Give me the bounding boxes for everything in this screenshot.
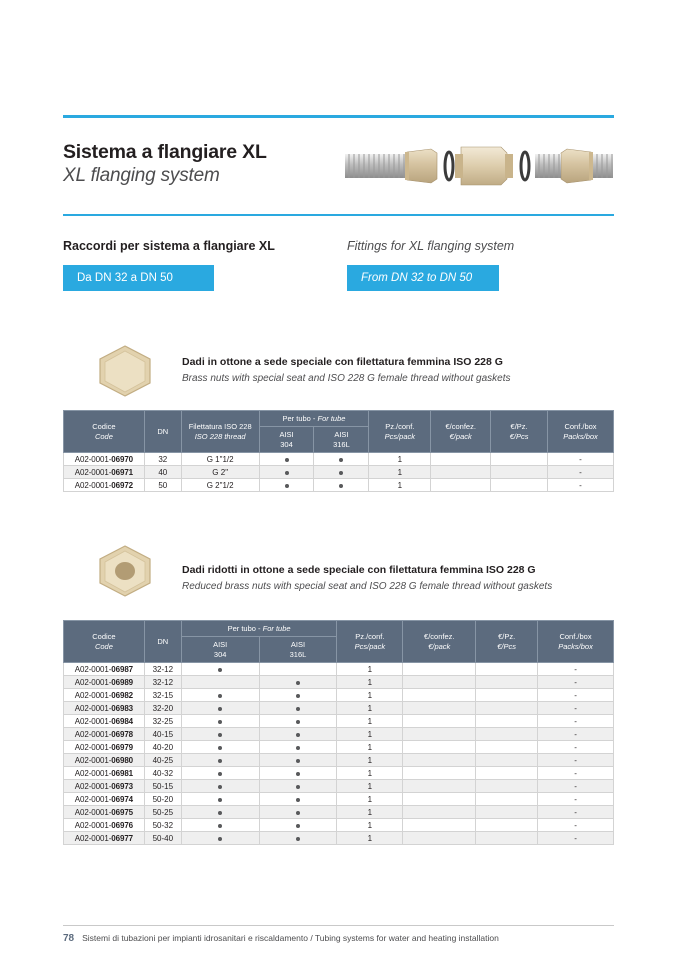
cell-dn: 40 bbox=[144, 466, 181, 479]
cell-aisi304 bbox=[181, 832, 259, 845]
section-1-description bbox=[182, 355, 602, 386]
availability-dot bbox=[218, 785, 222, 789]
cell-aisi304 bbox=[181, 806, 259, 819]
availability-dot bbox=[285, 471, 289, 475]
cell-code: A02-0001-06975 bbox=[64, 806, 145, 819]
cell-price-pack bbox=[403, 702, 476, 715]
cell-aisi304 bbox=[181, 676, 259, 689]
cell-aisi316l bbox=[259, 702, 337, 715]
cell-pcs-pack: 1 bbox=[337, 832, 403, 845]
availability-dot bbox=[339, 471, 343, 475]
range-badge-italian: Da DN 32 a DN 50 bbox=[63, 265, 214, 291]
cell-dn: 40-15 bbox=[144, 728, 181, 741]
cell-price-pcs bbox=[476, 676, 538, 689]
availability-dot bbox=[296, 746, 300, 750]
cell-pcs-pack: 1 bbox=[337, 819, 403, 832]
flexible-hose-fitting-illustration bbox=[345, 135, 613, 197]
cell-aisi316l bbox=[314, 466, 369, 479]
cell-price-pcs bbox=[476, 780, 538, 793]
availability-dot bbox=[285, 484, 289, 488]
cell-price-pcs bbox=[476, 728, 538, 741]
cell-aisi316l bbox=[259, 819, 337, 832]
table-row bbox=[64, 767, 614, 780]
cell-packs-box: - bbox=[548, 479, 614, 492]
cell-packs-box: - bbox=[538, 780, 614, 793]
cell-dn: 50-40 bbox=[144, 832, 181, 845]
th-thread: Filettatura ISO 228 ISO 228 thread bbox=[181, 411, 259, 453]
table-row bbox=[64, 689, 614, 702]
cell-packs-box: - bbox=[538, 767, 614, 780]
cell-packs-box: - bbox=[538, 689, 614, 702]
cell-thread: G 1"1/2 bbox=[181, 453, 259, 466]
cell-pcs-pack: 1 bbox=[337, 663, 403, 676]
availability-dot bbox=[218, 798, 222, 802]
cell-price-pack bbox=[403, 819, 476, 832]
th-code: Codice Code bbox=[64, 411, 145, 453]
page-footer bbox=[63, 925, 614, 944]
cell-aisi316l bbox=[314, 479, 369, 492]
cell-price-pcs bbox=[491, 453, 548, 466]
table-row bbox=[64, 754, 614, 767]
availability-dot bbox=[218, 694, 222, 698]
cell-aisi304 bbox=[259, 453, 314, 466]
th-code: Codice Code bbox=[64, 621, 145, 663]
cell-price-pack bbox=[403, 741, 476, 754]
cell-code: A02-0001-06987 bbox=[64, 663, 145, 676]
cell-pcs-pack: 1 bbox=[369, 479, 431, 492]
cell-pcs-pack: 1 bbox=[337, 715, 403, 728]
table-row bbox=[64, 793, 614, 806]
availability-dot bbox=[296, 785, 300, 789]
cell-aisi316l bbox=[314, 453, 369, 466]
cell-price-pack bbox=[403, 767, 476, 780]
cell-price-pack bbox=[403, 832, 476, 845]
cell-aisi316l bbox=[259, 793, 337, 806]
cell-dn: 32-15 bbox=[144, 689, 181, 702]
cell-pcs-pack: 1 bbox=[337, 702, 403, 715]
cell-aisi316l bbox=[259, 780, 337, 793]
table-row bbox=[64, 741, 614, 754]
cell-packs-box: - bbox=[538, 676, 614, 689]
availability-dot bbox=[218, 720, 222, 724]
cell-price-pcs bbox=[476, 689, 538, 702]
cell-dn: 32 bbox=[144, 453, 181, 466]
range-badge-english: From DN 32 to DN 50 bbox=[347, 265, 499, 291]
cell-dn: 32-25 bbox=[144, 715, 181, 728]
cell-pcs-pack: 1 bbox=[337, 728, 403, 741]
cell-price-pcs bbox=[476, 793, 538, 806]
cell-price-pack bbox=[403, 780, 476, 793]
cell-packs-box: - bbox=[538, 728, 614, 741]
cell-thread: G 2" bbox=[181, 466, 259, 479]
page-number: 78 bbox=[63, 933, 75, 944]
cell-aisi316l bbox=[259, 754, 337, 767]
cell-aisi304 bbox=[181, 741, 259, 754]
availability-dot bbox=[218, 707, 222, 711]
cell-code: A02-0001-06979 bbox=[64, 741, 145, 754]
cell-pcs-pack: 1 bbox=[337, 689, 403, 702]
th-for-tube: Per tubo - For tube bbox=[259, 411, 369, 427]
cell-packs-box: - bbox=[538, 819, 614, 832]
table-row bbox=[64, 832, 614, 845]
availability-dot bbox=[218, 746, 222, 750]
cell-price-pack bbox=[403, 754, 476, 767]
table-row bbox=[64, 676, 614, 689]
table-row bbox=[64, 728, 614, 741]
cell-packs-box: - bbox=[538, 741, 614, 754]
cell-price-pack bbox=[403, 689, 476, 702]
cell-packs-box: - bbox=[538, 663, 614, 676]
cell-aisi304 bbox=[259, 479, 314, 492]
cell-dn: 50-20 bbox=[144, 793, 181, 806]
cell-pcs-pack: 1 bbox=[337, 780, 403, 793]
cell-pcs-pack: 1 bbox=[369, 466, 431, 479]
page-title bbox=[63, 140, 353, 188]
th-aisi-304: AISI 304 bbox=[259, 427, 314, 453]
cell-price-pcs bbox=[476, 741, 538, 754]
cell-aisi316l bbox=[259, 689, 337, 702]
th-for-tube: Per tubo - For tube bbox=[181, 621, 337, 637]
availability-dot bbox=[296, 720, 300, 724]
cell-aisi304 bbox=[181, 767, 259, 780]
cell-aisi316l bbox=[259, 767, 337, 780]
cell-aisi316l bbox=[259, 715, 337, 728]
table-header-row bbox=[64, 621, 614, 637]
availability-dot bbox=[296, 694, 300, 698]
cell-dn: 50-25 bbox=[144, 806, 181, 819]
cell-dn: 40-25 bbox=[144, 754, 181, 767]
cell-aisi304 bbox=[181, 780, 259, 793]
footer-text: Sistemi di tubazioni per impianti idrosanitari e riscaldamento / Tubing systems for water and heating installation bbox=[82, 933, 499, 943]
table-brass-nuts bbox=[63, 410, 614, 492]
cell-price-pack bbox=[403, 793, 476, 806]
th-pcs-pack: Pz./conf. Pcs/pack bbox=[337, 621, 403, 663]
table-row bbox=[64, 819, 614, 832]
availability-dot bbox=[296, 798, 300, 802]
table-row bbox=[64, 806, 614, 819]
cell-aisi316l bbox=[259, 663, 337, 676]
cell-code: A02-0001-06982 bbox=[64, 689, 145, 702]
availability-dot bbox=[218, 824, 222, 828]
cell-aisi316l bbox=[259, 728, 337, 741]
th-packs-box: Conf./box Packs/box bbox=[548, 411, 614, 453]
cell-price-pcs bbox=[476, 663, 538, 676]
cell-aisi304 bbox=[181, 663, 259, 676]
subheading-italian: Raccordi per sistema a flangiare XL bbox=[63, 239, 275, 253]
cell-packs-box: - bbox=[538, 806, 614, 819]
cell-aisi304 bbox=[181, 715, 259, 728]
availability-dot bbox=[285, 458, 289, 462]
cell-code: A02-0001-06972 bbox=[64, 479, 145, 492]
availability-dot bbox=[296, 811, 300, 815]
availability-dot bbox=[218, 668, 222, 672]
th-pcs-pack: Pz./conf. Pcs/pack bbox=[369, 411, 431, 453]
cell-aisi304 bbox=[181, 793, 259, 806]
th-dn: DN bbox=[144, 621, 181, 663]
cell-price-pcs bbox=[491, 479, 548, 492]
th-aisi-316l: AISI 316L bbox=[259, 637, 337, 663]
cell-packs-box: - bbox=[548, 466, 614, 479]
cell-code: A02-0001-06980 bbox=[64, 754, 145, 767]
cell-pcs-pack: 1 bbox=[337, 793, 403, 806]
availability-dot bbox=[218, 733, 222, 737]
cell-code: A02-0001-06983 bbox=[64, 702, 145, 715]
cell-aisi316l bbox=[259, 806, 337, 819]
cell-code: A02-0001-06974 bbox=[64, 793, 145, 806]
reduced-brass-nut-icon bbox=[90, 542, 160, 598]
cell-packs-box: - bbox=[538, 754, 614, 767]
th-packs-box: Conf./box Packs/box bbox=[538, 621, 614, 663]
cell-price-pack bbox=[403, 728, 476, 741]
cell-price-pack bbox=[431, 479, 491, 492]
cell-pcs-pack: 1 bbox=[337, 741, 403, 754]
cell-packs-box: - bbox=[538, 832, 614, 845]
table-header-row bbox=[64, 411, 614, 427]
title-english: XL flanging system bbox=[63, 165, 220, 187]
availability-dot bbox=[218, 811, 222, 815]
cell-thread: G 2"1/2 bbox=[181, 479, 259, 492]
cell-code: A02-0001-06989 bbox=[64, 676, 145, 689]
cell-code: A02-0001-06970 bbox=[64, 453, 145, 466]
cell-price-pcs bbox=[476, 806, 538, 819]
availability-dot bbox=[218, 837, 222, 841]
cell-price-pcs bbox=[476, 832, 538, 845]
cell-code: A02-0001-06971 bbox=[64, 466, 145, 479]
top-accent-rule bbox=[63, 115, 614, 118]
availability-dot bbox=[296, 707, 300, 711]
cell-price-pcs bbox=[476, 702, 538, 715]
table-row bbox=[64, 702, 614, 715]
th-price-pcs: €/Pz. €/Pcs bbox=[491, 411, 548, 453]
cell-price-pack bbox=[431, 453, 491, 466]
cell-pcs-pack: 1 bbox=[337, 767, 403, 780]
cell-code: A02-0001-06978 bbox=[64, 728, 145, 741]
availability-dot bbox=[339, 484, 343, 488]
cell-aisi304 bbox=[181, 689, 259, 702]
cell-price-pcs bbox=[476, 767, 538, 780]
cell-aisi304 bbox=[181, 819, 259, 832]
cell-aisi304 bbox=[181, 728, 259, 741]
table-row bbox=[64, 466, 614, 479]
cell-price-pcs bbox=[476, 715, 538, 728]
section-2-desc-it: Dadi ridotti in ottone a sede speciale con filettatura femmina ISO 228 G bbox=[182, 564, 536, 576]
table-row bbox=[64, 715, 614, 728]
th-aisi-316l: AISI 316L bbox=[314, 427, 369, 453]
section-1-desc-it: Dadi in ottone a sede speciale con filettatura femmina ISO 228 G bbox=[182, 356, 503, 368]
availability-dot bbox=[296, 772, 300, 776]
cell-packs-box: - bbox=[538, 702, 614, 715]
cell-dn: 50-32 bbox=[144, 819, 181, 832]
cell-price-pack bbox=[403, 806, 476, 819]
cell-aisi304 bbox=[181, 754, 259, 767]
cell-aisi304 bbox=[181, 702, 259, 715]
availability-dot bbox=[296, 824, 300, 828]
availability-dot bbox=[339, 458, 343, 462]
cell-aisi316l bbox=[259, 741, 337, 754]
cell-dn: 40-32 bbox=[144, 767, 181, 780]
th-price-pack: €/confez. €/pack bbox=[431, 411, 491, 453]
th-dn: DN bbox=[144, 411, 181, 453]
cell-price-pcs bbox=[476, 754, 538, 767]
table-row bbox=[64, 453, 614, 466]
availability-dot bbox=[296, 681, 300, 685]
availability-dot bbox=[218, 759, 222, 763]
cell-aisi316l bbox=[259, 832, 337, 845]
cell-dn: 40-20 bbox=[144, 741, 181, 754]
cell-code: A02-0001-06973 bbox=[64, 780, 145, 793]
cell-price-pack bbox=[403, 715, 476, 728]
cell-price-pack bbox=[403, 663, 476, 676]
table-row bbox=[64, 663, 614, 676]
availability-dot bbox=[296, 733, 300, 737]
cell-code: A02-0001-06976 bbox=[64, 819, 145, 832]
cell-aisi316l bbox=[259, 676, 337, 689]
th-price-pcs: €/Pz. €/Pcs bbox=[476, 621, 538, 663]
cell-dn: 50 bbox=[144, 479, 181, 492]
header-divider-rule bbox=[63, 214, 614, 216]
table-row bbox=[64, 780, 614, 793]
cell-pcs-pack: 1 bbox=[369, 453, 431, 466]
cell-packs-box: - bbox=[548, 453, 614, 466]
cell-dn: 32-20 bbox=[144, 702, 181, 715]
table-reduced-brass-nuts bbox=[63, 620, 614, 845]
cell-dn: 50-15 bbox=[144, 780, 181, 793]
section-2-desc-en: Reduced brass nuts with special seat and ISO 228 G female thread without gaskets bbox=[182, 580, 553, 592]
availability-dot bbox=[296, 759, 300, 763]
title-italian: Sistema a flangiare XL bbox=[63, 141, 267, 163]
table-row bbox=[64, 479, 614, 492]
cell-pcs-pack: 1 bbox=[337, 676, 403, 689]
cell-dn: 32-12 bbox=[144, 676, 181, 689]
cell-packs-box: - bbox=[538, 715, 614, 728]
cell-pcs-pack: 1 bbox=[337, 806, 403, 819]
cell-code: A02-0001-06981 bbox=[64, 767, 145, 780]
section-2-description bbox=[182, 563, 602, 594]
cell-code: A02-0001-06977 bbox=[64, 832, 145, 845]
cell-aisi304 bbox=[259, 466, 314, 479]
cell-code: A02-0001-06984 bbox=[64, 715, 145, 728]
availability-dot bbox=[218, 772, 222, 776]
brass-nut-hex-icon bbox=[90, 342, 160, 398]
subheading-english: Fittings for XL flanging system bbox=[347, 239, 515, 253]
th-price-pack: €/confez. €/pack bbox=[403, 621, 476, 663]
cell-dn: 32-12 bbox=[144, 663, 181, 676]
cell-price-pcs bbox=[476, 819, 538, 832]
cell-pcs-pack: 1 bbox=[337, 754, 403, 767]
cell-packs-box: - bbox=[538, 793, 614, 806]
availability-dot bbox=[296, 837, 300, 841]
cell-price-pcs bbox=[491, 466, 548, 479]
section-1-desc-en: Brass nuts with special seat and ISO 228 G female thread without gaskets bbox=[182, 372, 511, 384]
cell-price-pack bbox=[431, 466, 491, 479]
cell-price-pack bbox=[403, 676, 476, 689]
th-aisi-304: AISI 304 bbox=[181, 637, 259, 663]
